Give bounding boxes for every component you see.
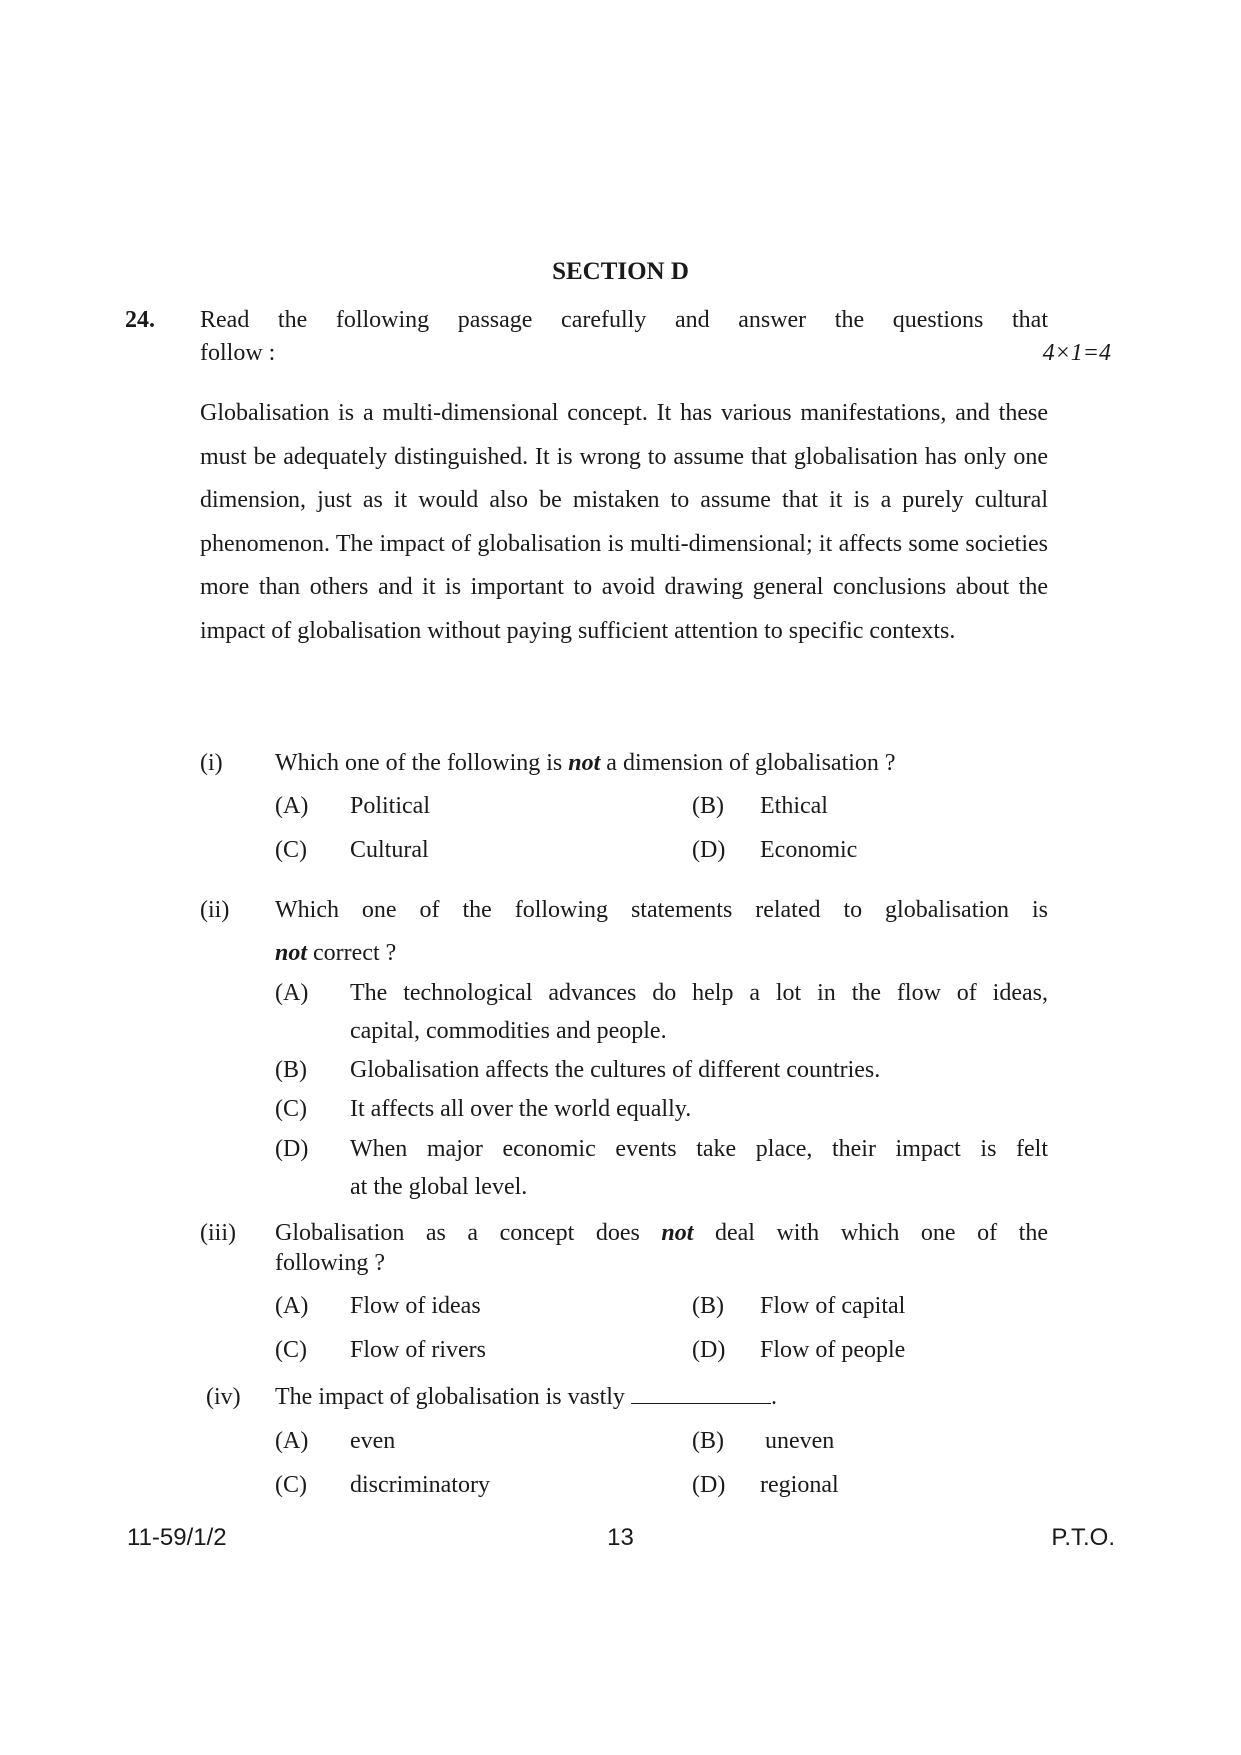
option-letter: (D) [692, 1472, 726, 1498]
option-letter: (B) [692, 1428, 724, 1454]
option-text: Ethical [760, 793, 828, 819]
option-text: discriminatory [350, 1472, 490, 1498]
option-letter: (A) [275, 1293, 309, 1319]
subq-iii-emph: not [661, 1220, 694, 1246]
option-letter: (B) [275, 1057, 307, 1083]
subq-ii-emph: not [275, 940, 308, 966]
subq-iii-number: (iii) [200, 1220, 236, 1246]
option-text: Flow of ideas [350, 1293, 481, 1319]
subq-iii-text: Globalisation as a concept does not deal with which one of the [275, 1220, 1048, 1246]
option-text: Flow of rivers [350, 1337, 486, 1363]
option-text: When major economic events take place, their impact is felt [350, 1136, 1048, 1162]
option-letter: (C) [275, 1337, 307, 1363]
subq-i-emph: not [568, 750, 601, 776]
option-letter: (A) [275, 793, 309, 819]
answer-blank [631, 1385, 771, 1404]
option-text: The technological advances do help a lot in the flow of ideas, [350, 980, 1048, 1006]
option-text: regional [760, 1472, 839, 1498]
option-text: Political [350, 793, 430, 819]
footer-code: 11-59/1/2 [127, 1524, 227, 1551]
question-number: 24. [125, 307, 155, 333]
subq-iv-number: (iv) [206, 1384, 241, 1410]
option-letter: (B) [692, 793, 724, 819]
option-letter: (D) [692, 837, 726, 863]
option-text-cont: capital, commodities and people. [350, 1018, 667, 1044]
section-title: SECTION D [552, 258, 689, 285]
question-text: Read the following passage carefully and answer the questions that [200, 307, 1048, 333]
option-text-cont: at the global level. [350, 1174, 528, 1200]
option-letter: (D) [692, 1337, 726, 1363]
option-letter: (A) [275, 1428, 309, 1454]
option-text: Flow of capital [760, 1293, 906, 1319]
option-letter: (C) [275, 1472, 307, 1498]
subq-iii-text-cont: following ? [275, 1250, 385, 1276]
option-text: uneven [765, 1428, 835, 1454]
option-text: It affects all over the world equally. [350, 1096, 692, 1122]
option-letter: (C) [275, 1096, 307, 1122]
option-letter: (B) [692, 1293, 724, 1319]
option-text: Economic [760, 837, 858, 863]
option-text: Flow of people [760, 1337, 906, 1363]
question-marks: 4×1=4 [1042, 340, 1111, 366]
subq-ii-text: Which one of the following statements related to globalisation is [275, 897, 1048, 923]
footer-pto: P.T.O. [1051, 1524, 1115, 1551]
question-text-cont: follow : [200, 340, 276, 366]
option-letter: (A) [275, 980, 309, 1006]
subq-ii-number: (ii) [200, 897, 230, 923]
subq-i-text: Which one of the following is not a dimension of globalisation ? [275, 750, 896, 776]
subq-iv-text: The impact of globalisation is vastly . [275, 1384, 777, 1410]
option-text: Cultural [350, 837, 429, 863]
option-text: Globalisation affects the cultures of different countries. [350, 1057, 881, 1083]
page-number: 13 [607, 1524, 634, 1551]
passage: Globalisation is a multi-dimensional concept. It has various manifestations, and these must be adequately distinguished. It is wrong to assume that globalisation has only one dimension, just as it would also be mistaken to assume that it is a purely cultural phenomenon. The impact of globalisation is multi-dimensional; it affects some societies more than others and it is important to avoid drawing general conclusions about the impact of globalisation without paying sufficient attention to specific contexts. [200, 400, 1048, 644]
option-letter: (C) [275, 837, 307, 863]
subq-ii-text-cont: not correct ? [275, 940, 397, 966]
option-letter: (D) [275, 1136, 309, 1162]
option-text: even [350, 1428, 396, 1454]
subq-i-number: (i) [200, 750, 223, 776]
